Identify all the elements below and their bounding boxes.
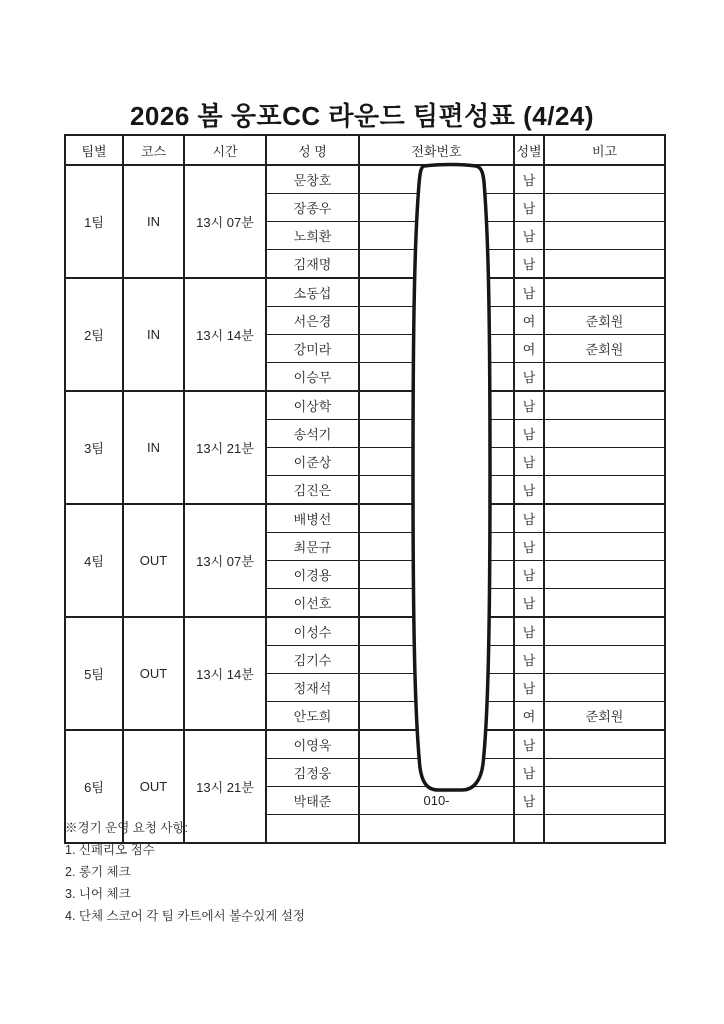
course-label: IN: [123, 165, 184, 278]
member-gender: 남: [514, 363, 544, 392]
member-gender: 남: [514, 391, 544, 420]
header-time: 시간: [184, 135, 266, 165]
header-course: 코스: [123, 135, 184, 165]
table-row: [65, 278, 665, 307]
member-note: [544, 787, 665, 815]
member-note: [544, 504, 665, 533]
member-note: [544, 250, 665, 279]
course-label: IN: [123, 391, 184, 504]
member-note: [544, 476, 665, 505]
course-label: OUT: [123, 504, 184, 617]
team-label: 6팀: [65, 730, 123, 843]
member-name: 장종우: [266, 194, 359, 222]
header-phone: 전화번호: [359, 135, 514, 165]
member-gender: 남: [514, 759, 544, 787]
member-note: [544, 363, 665, 392]
member-note: [544, 278, 665, 307]
member-gender: 남: [514, 504, 544, 533]
member-gender: 남: [514, 165, 544, 194]
member-name: 이영욱: [266, 730, 359, 759]
member-gender: 남: [514, 533, 544, 561]
member-name: 소동섭: [266, 278, 359, 307]
member-note: [544, 448, 665, 476]
member-name: 안도희: [266, 702, 359, 731]
member-name: 문창호: [266, 165, 359, 194]
notes-heading: ※경기 운영 요청 사항:: [65, 821, 188, 835]
member-name: 이상학: [266, 391, 359, 420]
course-label: IN: [123, 278, 184, 391]
member-note: [544, 730, 665, 759]
member-note: [544, 617, 665, 646]
table-row: [65, 730, 665, 759]
header-row: [65, 135, 665, 165]
team-label: 2팀: [65, 278, 123, 391]
member-gender: 남: [514, 222, 544, 250]
member-gender: 남: [514, 646, 544, 674]
member-gender: 남: [514, 194, 544, 222]
member-note: 준회원: [544, 307, 665, 335]
member-gender: 남: [514, 476, 544, 505]
member-note: [544, 674, 665, 702]
member-gender: 남: [514, 561, 544, 589]
time-label: 13시 07분: [184, 165, 266, 278]
note-item-3: 3. 니어 체크: [65, 887, 131, 901]
member-gender: 여: [514, 335, 544, 363]
member-gender: 남: [514, 448, 544, 476]
member-gender: 남: [514, 250, 544, 279]
member-note: [544, 165, 665, 194]
time-label: 13시 14분: [184, 278, 266, 391]
member-note: 준회원: [544, 702, 665, 731]
member-note: 준회원: [544, 335, 665, 363]
team-label: 5팀: [65, 617, 123, 730]
course-label: OUT: [123, 730, 184, 843]
time-label: 13시 14분: [184, 617, 266, 730]
member-phone: 010-: [359, 787, 514, 815]
team-label: 3팀: [65, 391, 123, 504]
member-name: 김정웅: [266, 759, 359, 787]
member-gender: 남: [514, 674, 544, 702]
member-name: 이선호: [266, 589, 359, 618]
header-gender: 성별: [514, 135, 544, 165]
member-name: 서은경: [266, 307, 359, 335]
header-team: 팀별: [65, 135, 123, 165]
note-item-4: 4. 단체 스코어 각 팀 카트에서 볼수있게 설정: [65, 909, 306, 923]
member-gender: 남: [514, 278, 544, 307]
phone-redaction-shape: [410, 162, 494, 794]
team-label: 4팀: [65, 504, 123, 617]
header-note: 비고: [544, 135, 665, 165]
member-name: 김진은: [266, 476, 359, 505]
member-name: 정재석: [266, 674, 359, 702]
member-name: 이준상: [266, 448, 359, 476]
note-item-1: 1. 신페리오 점수: [65, 843, 155, 857]
page-title: 2026 봄 웅포CC 라운드 팀편성표 (4/24): [129, 101, 595, 131]
member-note: [544, 589, 665, 618]
member-name: 배병선: [266, 504, 359, 533]
member-note: [544, 391, 665, 420]
table-row: [65, 165, 665, 194]
course-label: OUT: [123, 617, 184, 730]
table-row: [65, 391, 665, 420]
member-note: [544, 533, 665, 561]
table-row: [65, 504, 665, 533]
member-gender: 남: [514, 589, 544, 618]
member-note: [544, 420, 665, 448]
member-name: 노희환: [266, 222, 359, 250]
member-gender: 남: [514, 730, 544, 759]
member-name: 이승무: [266, 363, 359, 392]
member-gender: 남: [514, 617, 544, 646]
table-row: [65, 617, 665, 646]
member-name: 김기수: [266, 646, 359, 674]
member-name: 이성수: [266, 617, 359, 646]
member-gender: 남: [514, 787, 544, 815]
member-note: [544, 222, 665, 250]
team-roster-table: [64, 134, 666, 844]
header-name: 성 명: [266, 135, 359, 165]
team-label: 1팀: [65, 165, 123, 278]
member-note: [544, 194, 665, 222]
member-note: [544, 759, 665, 787]
member-gender: 남: [514, 420, 544, 448]
member-name: 박태준: [266, 787, 359, 815]
time-label: 13시 21분: [184, 391, 266, 504]
note-item-2: 2. 롱기 체크: [65, 865, 131, 879]
member-gender: 여: [514, 307, 544, 335]
member-name: 이경용: [266, 561, 359, 589]
member-name: 최문규: [266, 533, 359, 561]
member-note: [544, 561, 665, 589]
member-name: 김재명: [266, 250, 359, 279]
member-name: 강미라: [266, 335, 359, 363]
time-label: 13시 07분: [184, 504, 266, 617]
member-name: 송석기: [266, 420, 359, 448]
member-note: [544, 646, 665, 674]
member-gender: 여: [514, 702, 544, 731]
time-label: 13시 21분: [184, 730, 266, 843]
operation-notes: [65, 817, 625, 927]
